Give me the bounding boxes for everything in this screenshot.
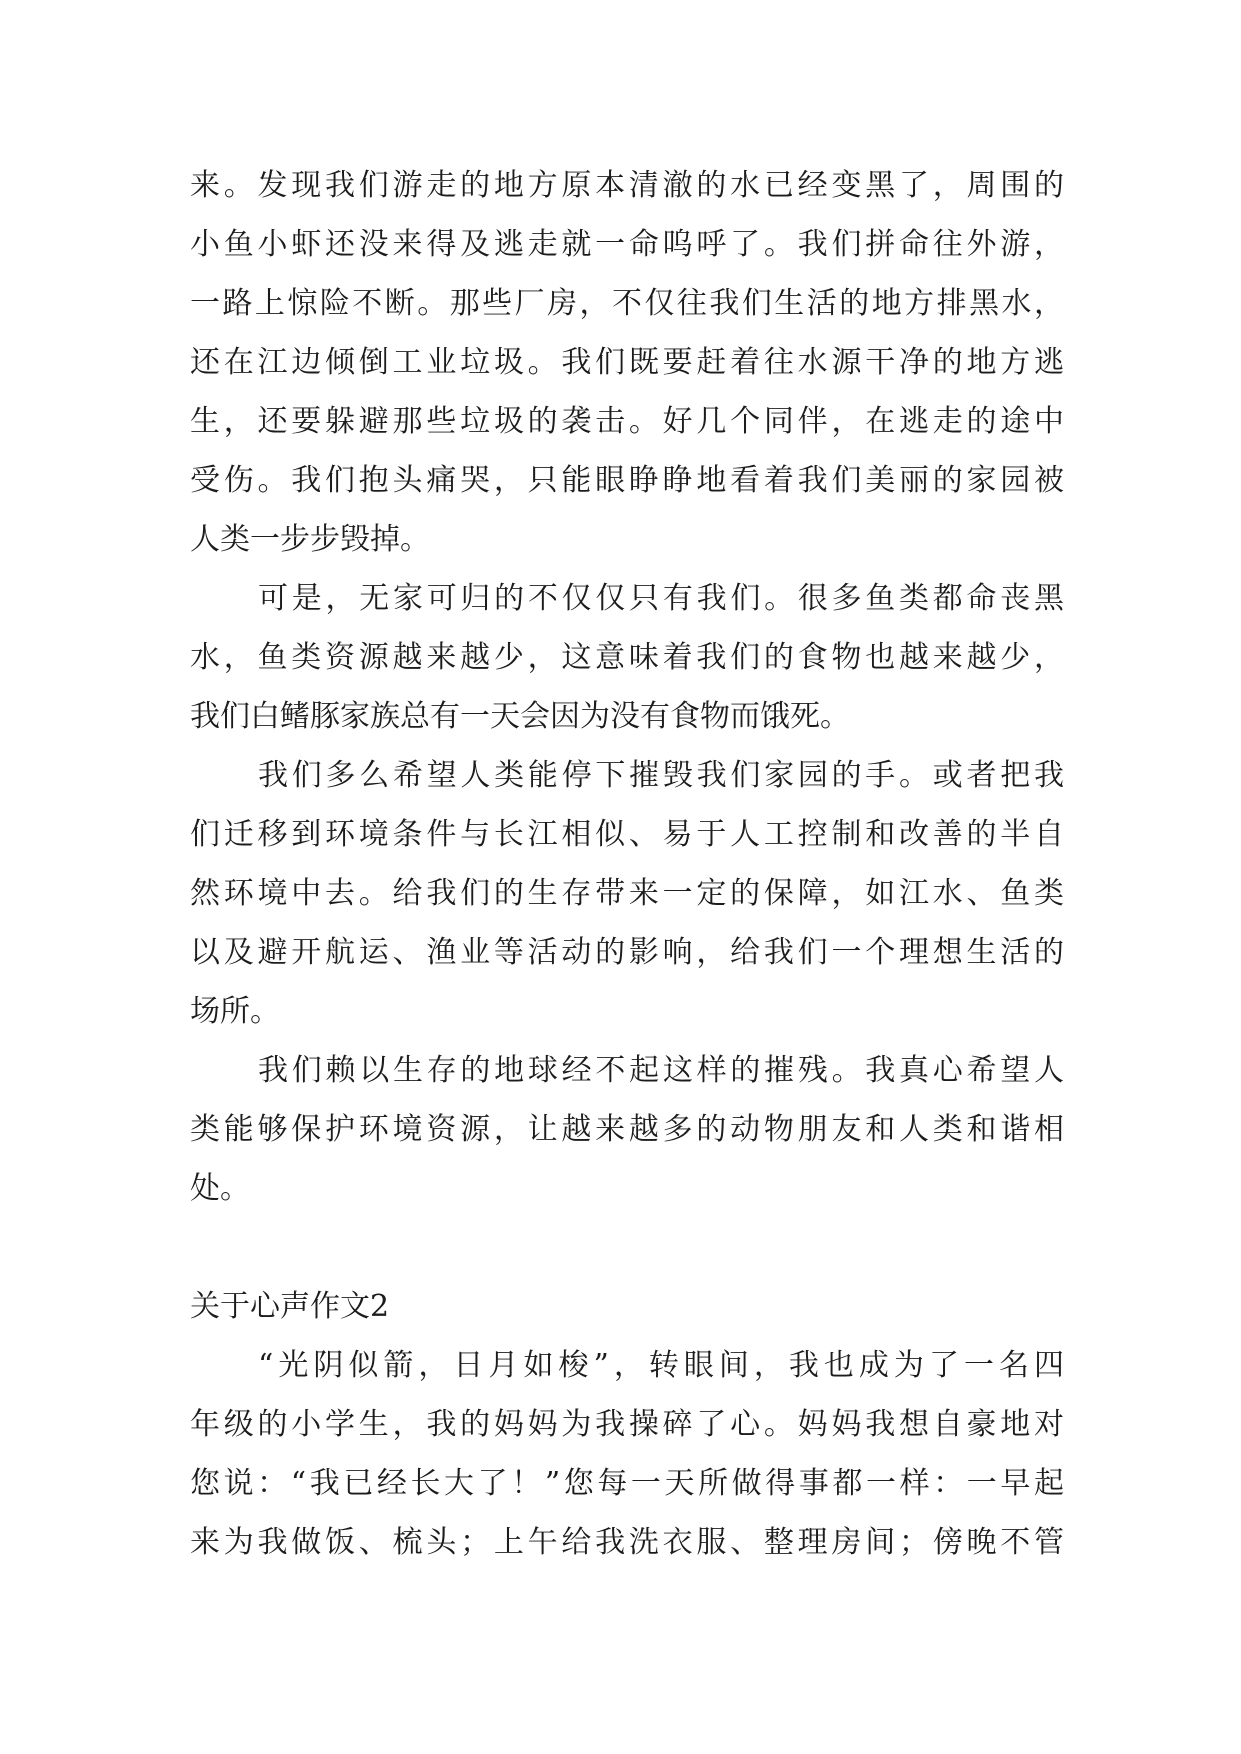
body-text-line: 场所。: [190, 994, 280, 1029]
body-text-line: 受伤。我们抱头痛哭，只能眼睁睁地看着我们美丽的家园被: [190, 463, 1064, 498]
body-text-line: 我们白鳍豚家族总有一天会因为没有食物而饿死。: [190, 699, 850, 734]
body-text-line: 还在江边倾倒工业垃圾。我们既要赶着往水源干净的地方逃: [190, 345, 1064, 380]
body-text-line: 您说：“我已经长大了！”您每一天所做得事都一样：一早起: [190, 1466, 1064, 1501]
body-text-line: “光阴似箭，日月如梭”，转眼间，我也成为了一名四: [258, 1348, 1064, 1383]
document-body: [190, 156, 1064, 1572]
section-heading: 关于心声作文2: [190, 1289, 390, 1324]
body-text-line: 类能够保护环境资源，让越来越多的动物朋友和人类和谐相: [190, 1112, 1064, 1147]
paragraph: [190, 1041, 1064, 1218]
paragraph: [190, 1336, 1064, 1572]
body-text-line: 我们多么希望人类能停下摧毁我们家园的手。或者把我: [258, 758, 1064, 793]
body-text-line: 我们赖以生存的地球经不起这样的摧残。我真心希望人: [258, 1053, 1064, 1088]
paragraph: [190, 156, 1064, 569]
body-text-line: 以及避开航运、渔业等活动的影响，给我们一个理想生活的: [190, 935, 1064, 970]
body-text-line: 可是，无家可归的不仅仅只有我们。很多鱼类都命丧黑: [258, 581, 1064, 616]
body-text-line: 生，还要躲避那些垃圾的袭击。好几个同伴，在逃走的途中: [190, 404, 1064, 439]
body-text-line: 来。发现我们游走的地方原本清澈的水已经变黑了，周围的: [190, 168, 1064, 203]
body-text-line: 小鱼小虾还没来得及逃走就一命呜呼了。我们拼命往外游，: [190, 227, 1064, 262]
body-text-line: 们迁移到环境条件与长江相似、易于人工控制和改善的半自: [190, 817, 1064, 852]
body-text-line: 年级的小学生，我的妈妈为我操碎了心。妈妈我想自豪地对: [190, 1407, 1064, 1442]
paragraph: [190, 569, 1064, 746]
body-text-line: 然环境中去。给我们的生存带来一定的保障，如江水、鱼类: [190, 876, 1064, 911]
body-text-line: 来为我做饭、梳头；上午给我洗衣服、整理房间；傍晚不管: [190, 1525, 1064, 1560]
body-text-line: 人类一步步毁掉。: [190, 522, 430, 557]
body-text-line: 一路上惊险不断。那些厂房，不仅往我们生活的地方排黑水，: [190, 286, 1064, 321]
body-text-line: 水，鱼类资源越来越少，这意味着我们的食物也越来越少，: [190, 640, 1064, 675]
paragraph: [190, 746, 1064, 1041]
body-text-line: 处。: [190, 1171, 250, 1206]
